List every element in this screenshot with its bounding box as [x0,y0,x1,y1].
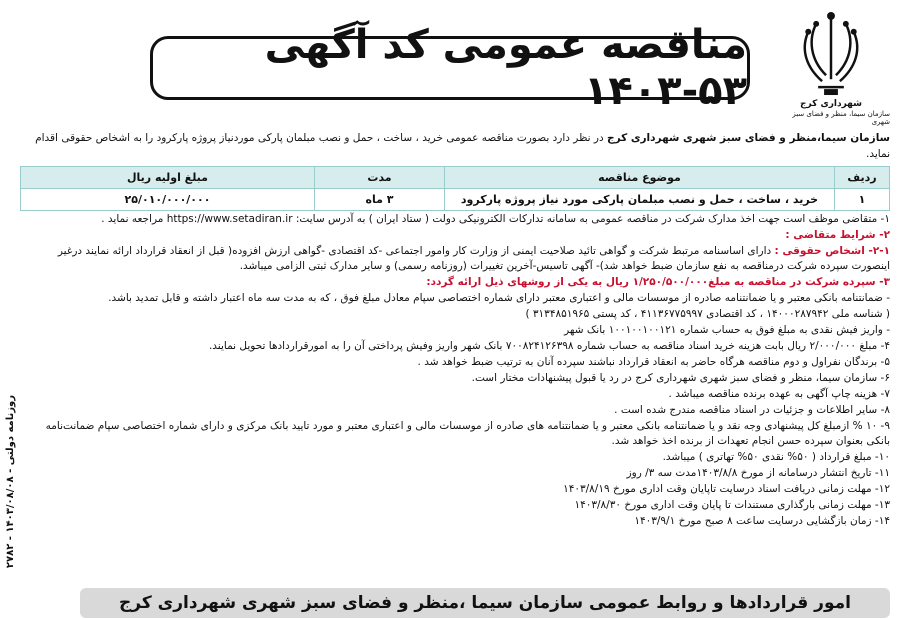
tender-table [20,166,890,211]
item-13: ۱۳- مهلت زمانی بارگذاری مستندات تا پایان وقت اداری مورخ ۱۴۰۳/۸/۳۰ [574,499,890,511]
cell-price: ۲۵/۰۱۰/۰۰۰/۰۰۰ [21,189,315,211]
item-11: ۱۱- تاریخ انتشار درسامانه از مورخ ۱۴۰۳/۸/۸مدت سه ۳/ روز [626,467,890,479]
cell-duration: ۳ ماه [315,189,445,211]
item-3-a: - ضمانتنامه بانکی معتبر و یا ضمانتنامه صادره از موسسات مالی و اعتباری معتبر دارای شماره اختصاصی سپام معادل مبلغ فوق ، که به مدت سه ماه اعتبار داشته و قابل تمدید باشد. [108,292,890,304]
item-10: ۱۰- مبلغ قرارداد ( ۵۰% نقدی ۵۰% تهاتری ) میباشد. [662,451,890,463]
cell-row: ۱ [835,189,890,211]
item-2-label: ۲- شرایط متقاضی : [785,229,890,241]
item-2-1-label: ۲-۱- اشخاص حقوقی : [774,245,890,257]
intro-paragraph [20,130,890,162]
logo-subtitle: سازمان سیما، منظر و فضای سبز شهری [792,110,890,126]
newspaper-date-label: روزنامه دولتی - ۱۴۰۳/۰۸/۰۸ - ۲۷۸۲ [4,395,16,569]
notice-body [20,130,890,529]
footer-text: امور قراردادها و روابط عمومی سازمان سیما ،منظر و فضای سبز شهری شهرداری کرج [119,593,851,613]
item-14: ۱۴- زمان بازگشایی درسایت ساعت ۸ صبح مورخ ۱۴۰۳/۹/۱ [634,515,890,527]
item-4: ۴- مبلغ ۲/۰۰۰/۰۰۰ ریال بابت هزینه خرید اسناد مناقصه به حساب شماره ۷۰۰۸۲۴۱۲۶۳۹۸ بانک شهر واریز وفیش پرداختی آن را به امورقراردادها تحویل نمایند. [208,340,890,352]
item-8: ۸- سایر اطلاعات و جزئیات در اسناد مناقصه مندرج شده است . [614,404,890,416]
page-title: مناقصه عمومی کد آگهی ۵۳-۱۴۰۳ [264,22,747,114]
col-header-price: مبلغ اولیه ریال [21,167,315,189]
item-9: ۹- ۱۰ % ازمبلغ کل پیشنهادی وجه نقد و یا ضمانتنامه بانکی معتبر و یا ضمانتنامه های صادره از موسسات مالی و اعتباری معتبر و مورد تایید بانک مرکزی و دارای شماره اختصاصی سپام ضمانت‌نامه بانکی بعنوان سپرده حسن انجام تعهدات از برنده اخذ خواهد شد. [45,420,890,447]
item-2-1-text: دارای اساسنامه مرتبط شرکت و گواهی تائید صلاحیت ایمنی از وزارت کار وامور اجتماعی -کد اقتصادی -گواهی ارزش افزوده( قبل از انعقاد قرارداد ارائه نمایند درغیر اینصورت سپرده شرکت درمناقصه به نفع سازمان ضبط خواهد شد)- آگهی تاسیس-آخرین تغییرات (روزنامه رسمی) و سایر مدارک ثبتی الزامی میباشد. [57,245,890,272]
item-3-label: ۳- سپرده شرکت در مناقصه به مبلغ۱/۲۵۰/۵۰۰/۰۰۰ ریال به یکی از روشهای ذیل ارائه گردد: [426,276,890,288]
logo-emblem-icon [796,10,866,97]
table-header-row [21,167,890,189]
item-3-c: - واریز فیش نقدی به مبلغ فوق به حساب شماره ۱۰۰۱۰۰۱۰۰۱۲۱ بانک شهر [564,324,890,336]
karaj-municipality-logo [772,10,890,126]
notice-header [150,22,750,114]
intro-organization: سازمان سیما،منظر و فضای سبز شهری شهرداری کرج [607,132,890,144]
newspaper-sidebar [2,362,18,602]
table-row [21,189,890,211]
col-header-row: ردیف [835,167,890,189]
col-header-duration: مدت [315,167,445,189]
item-12: ۱۲- مهلت زمانی دریافت اسناد درسایت تاپایان وقت اداری مورخ ۱۴۰۳/۸/۱۹ [563,483,890,495]
item-7: ۷- هزینه چاپ آگهی به عهده برنده مناقصه میباشد . [668,388,890,400]
item-3-b: ( شناسه ملی ۱۴۰۰۰۲۸۷۹۴۲ ، کد اقتصادی ۴۱۱۳۶۷۷۵۹۹۷ ، کد پستی ۳۱۳۴۸۵۱۹۶۵ ) [525,308,890,320]
logo-name: شهرداری کرج [800,99,862,109]
item-1: ۱- متقاضی موظف است جهت اخذ مدارک شرکت در مناقصه عمومی به سامانه تدارکات الکترونیکی دولت ( ستاد ایران ) به آدرس سایت: https://www.setadiran.ir مراجعه نماید . [101,213,890,225]
cell-subject: خرید ، ساخت ، حمل و نصب مبلمان پارکی مورد نیاز پروژه پارکرود [445,189,835,211]
intro-text: در نظر دارد بصورت مناقصه عمومی خرید ، ساخت ، حمل و نصب مبلمان پارکی موردنیاز پروژه پارکرود را به اشخاص حقوقی اقدام نماید. [35,132,890,160]
footer-banner [80,588,890,618]
item-5: ۵- برندگان نفراول و دوم مناقصه هرگاه حاضر به انعقاد قرارداد نباشند سپرده آنان به ترتیب ضبط خواهد شد . [417,356,890,368]
item-6: ۶- سازمان سیما، منظر و فضای سبز شهری شهرداری کرج در رد یا قبول پیشنهادات مختار است. [471,372,890,384]
col-header-subject: موضوع مناقصه [445,167,835,189]
item-2-1 [20,244,890,274]
